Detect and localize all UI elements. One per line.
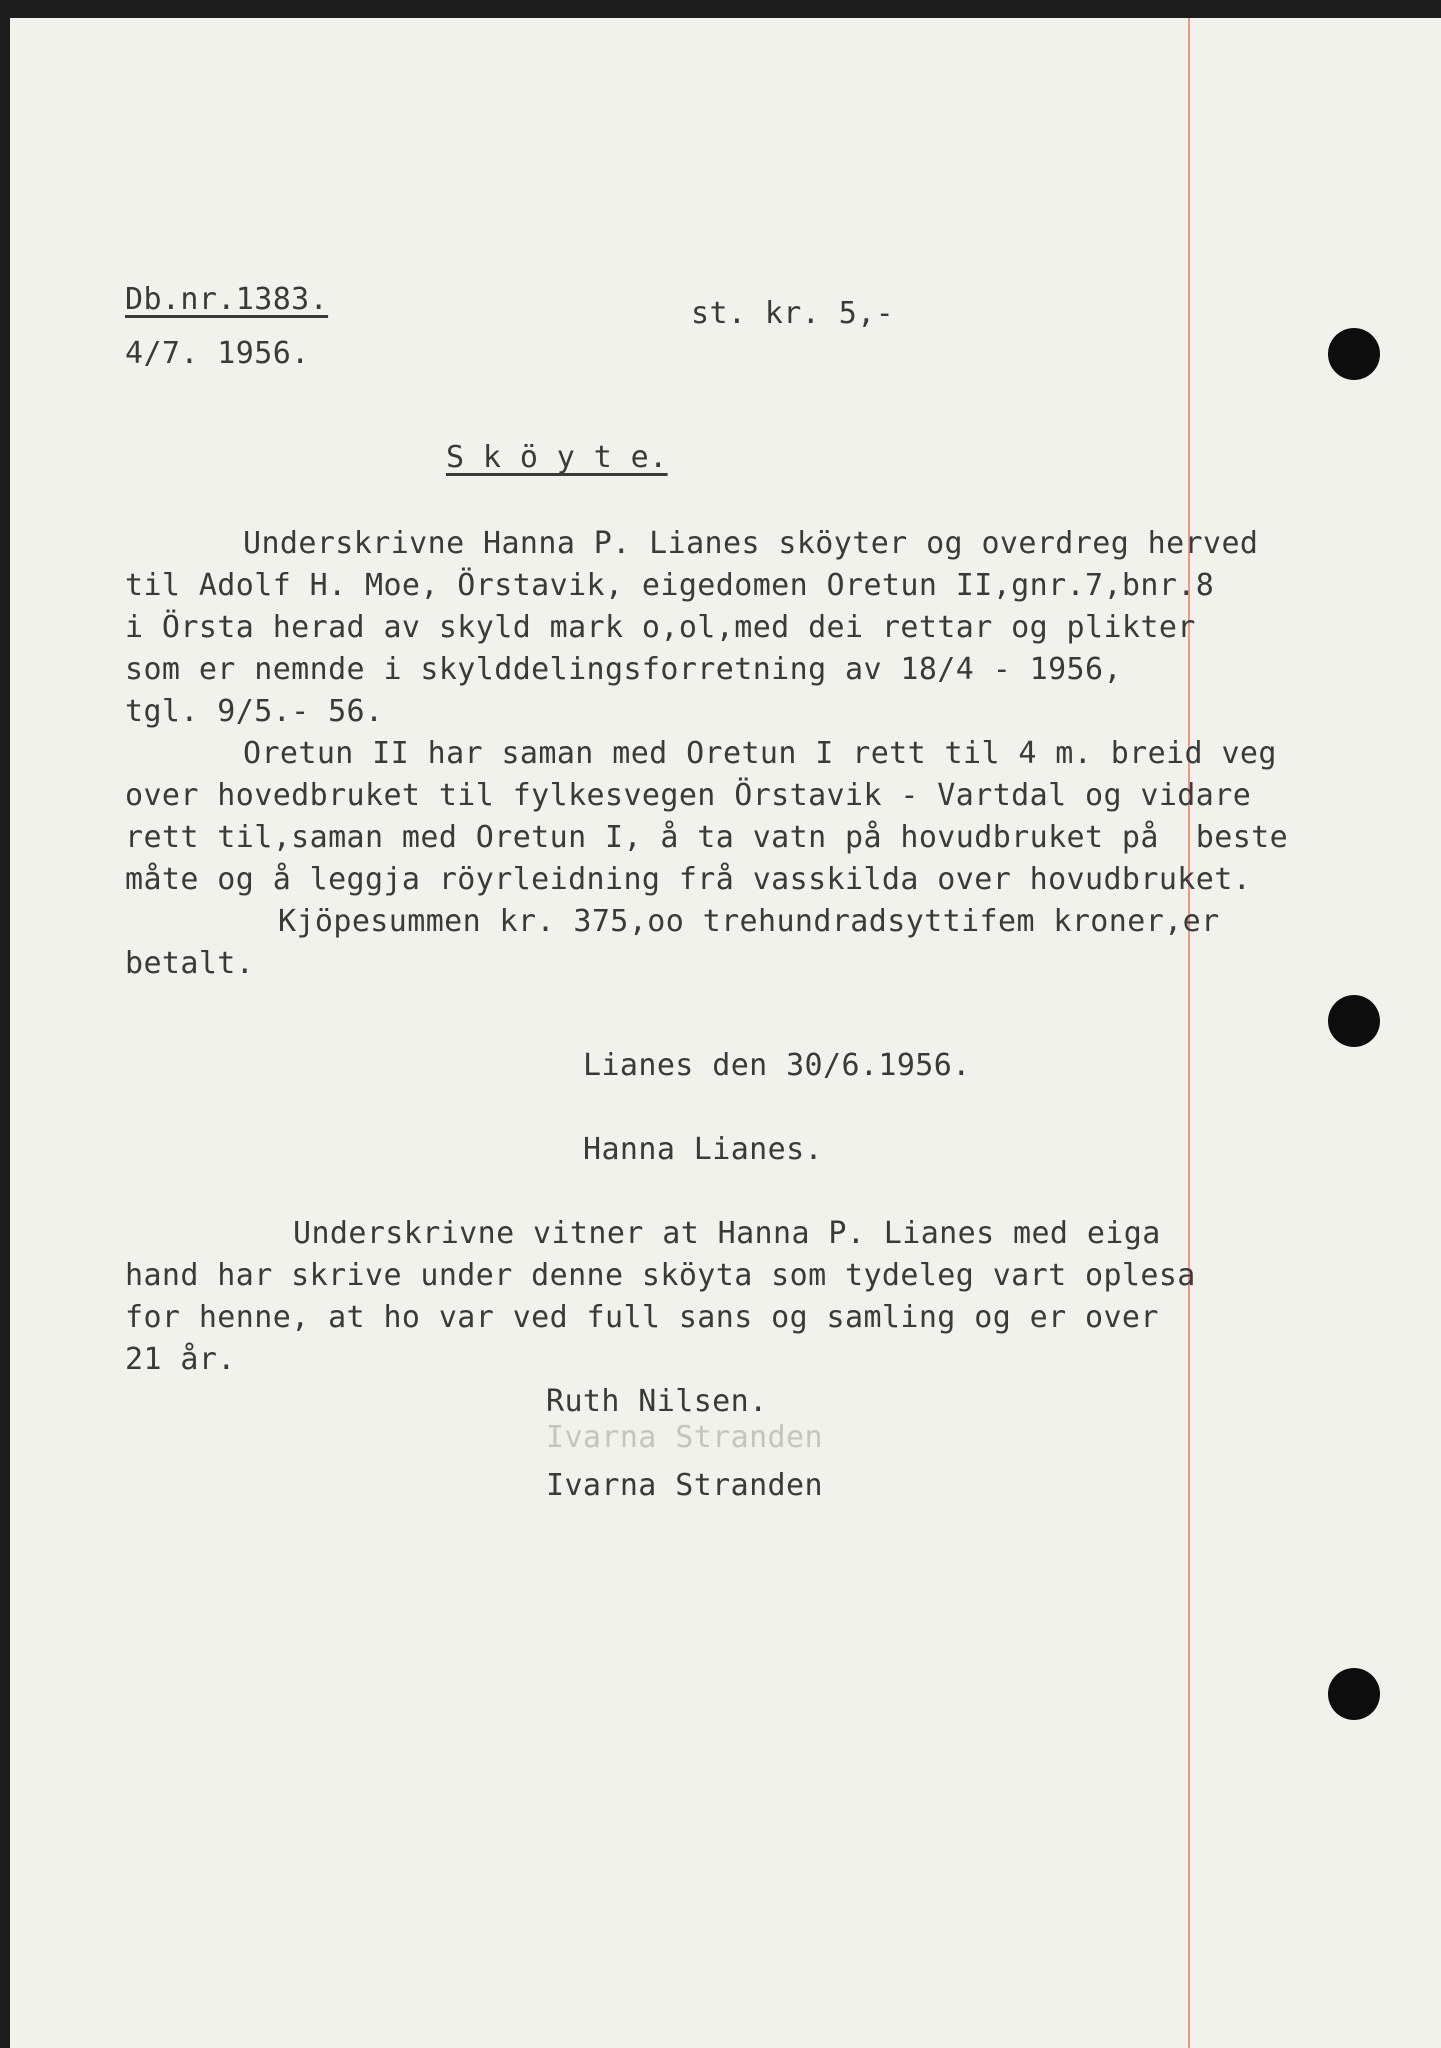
- witness-line: 21 år.: [125, 1342, 236, 1377]
- witness-name: Ivarna Stranden: [546, 1468, 823, 1503]
- doc-date: 4/7. 1956.: [125, 336, 310, 371]
- punch-hole-bottom: [1328, 1668, 1380, 1720]
- witness-name-faint: Ivarna Stranden: [546, 1420, 823, 1455]
- witness-line: hand har skrive under denne sköyta som tydeleg vart oplesa: [125, 1258, 1196, 1293]
- witness-line: Underskrivne vitner at Hanna P. Lianes med eiga: [293, 1216, 1161, 1251]
- stamp-duty: st. kr. 5,-: [691, 296, 895, 331]
- document-title: S k ö y t e.: [446, 440, 668, 475]
- body-line: måte og å leggja röyrleidning frå vasskilda over hovudbruket.: [125, 862, 1252, 897]
- body-line: Oretun II har saman med Oretun I rett til 4 m. breid veg: [243, 736, 1277, 771]
- margin-line: [1188, 18, 1190, 2048]
- body-line: rett til,saman med Oretun I, å ta vatn på hovudbruket på beste: [125, 820, 1289, 855]
- body-line: i Örsta herad av skyld mark o,ol,med dei rettar og plikter: [125, 610, 1196, 645]
- punch-hole-top: [1328, 328, 1380, 380]
- body-line: betalt.: [125, 946, 255, 981]
- body-line: over hovedbruket til fylkesvegen Örstavik - Vartdal og vidare: [125, 778, 1252, 813]
- body-line: som er nemnde i skylddelingsforretning av 18/4 - 1956,: [125, 652, 1122, 687]
- place-date: Lianes den 30/6.1956.: [583, 1048, 971, 1083]
- body-line: Kjöpesummen kr. 375,oo trehundradsyttifem kroner,er: [278, 904, 1220, 939]
- punch-hole-middle: [1328, 995, 1380, 1047]
- document-page: [10, 18, 1441, 2048]
- signature-name: Hanna Lianes.: [583, 1132, 823, 1167]
- body-line: til Adolf H. Moe, Örstavik, eigedomen Oretun II,gnr.7,bnr.8: [125, 568, 1215, 603]
- witness-name: Ruth Nilsen.: [546, 1384, 768, 1419]
- witness-line: for henne, at ho var ved full sans og samling og er over: [125, 1300, 1159, 1335]
- doc-number: Db.nr.1383.: [125, 282, 329, 317]
- body-line: tgl. 9/5.- 56.: [125, 694, 384, 729]
- body-line: Underskrivne Hanna P. Lianes sköyter og overdreg herved: [243, 526, 1259, 561]
